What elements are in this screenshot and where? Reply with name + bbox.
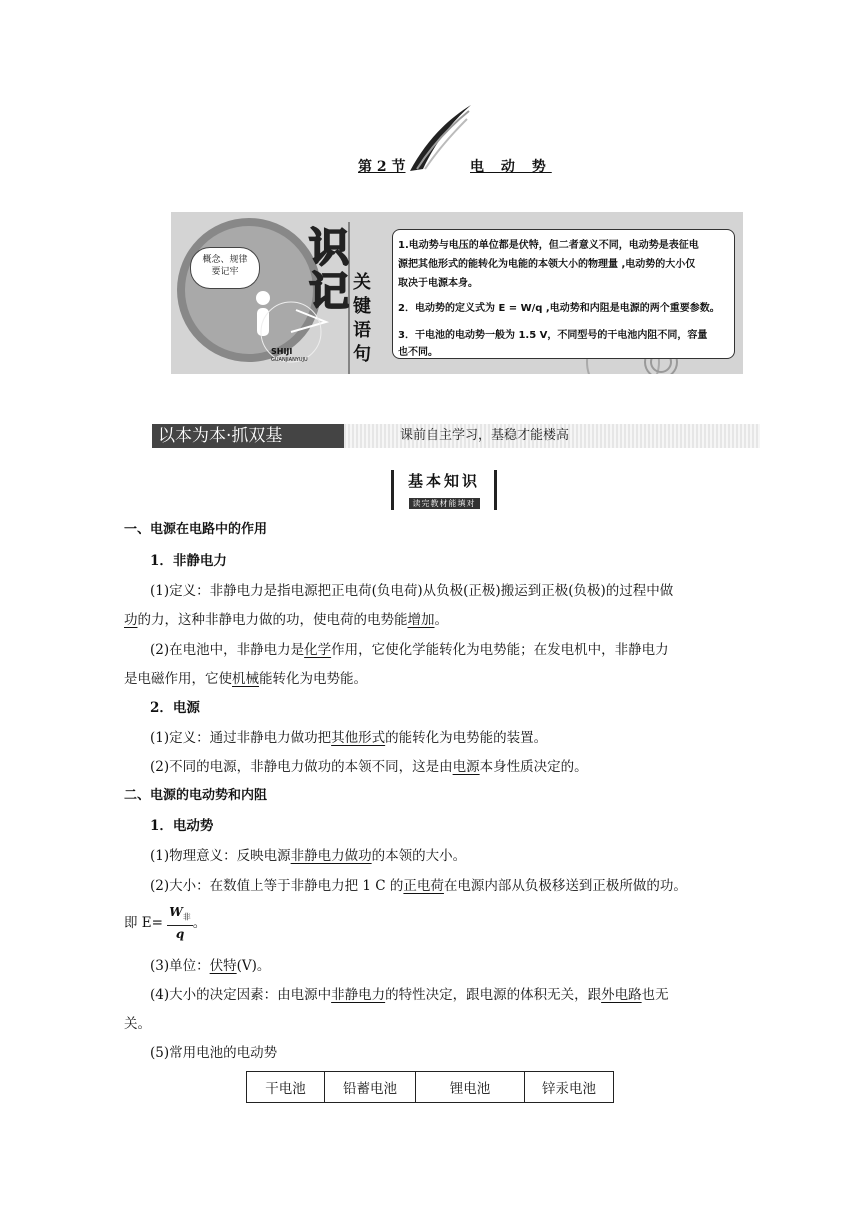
text: 能转化为电势能。 <box>259 671 367 687</box>
decorative-swoosh-icon <box>405 103 475 173</box>
paragraph-9 <box>150 985 669 1005</box>
answer-blank: 化学 <box>304 642 332 658</box>
section-number: 第 2 节 <box>358 159 406 175</box>
text: 的力，这种非静电力做的功，使电荷的电势能 <box>137 612 408 628</box>
formula-prefix: 即 E= <box>124 915 163 932</box>
heading-2-1: 1．电动势 <box>150 818 214 834</box>
paragraph-3 <box>150 728 547 748</box>
heading-1: 一、电源在电路中的作用 <box>124 522 268 537</box>
text: (2)在电池中，非静电力是 <box>150 642 305 658</box>
section-banner-left: 以本为本·抓双基 <box>152 424 344 448</box>
text: (V)。 <box>236 958 271 974</box>
answer-blank: 正电荷 <box>403 878 444 894</box>
table-header-cell: 干电池 <box>247 1072 325 1103</box>
side-char-3: 语 <box>353 320 371 341</box>
text: 的能转化为电势能的装置。 <box>385 730 548 746</box>
answer-blank: 功 <box>124 612 138 628</box>
text: 作用，它使化学能转化为电势能；在发电机中，非静电力 <box>331 642 669 658</box>
text: (3)单位： <box>150 958 210 974</box>
key-point-line: 取决于电源本身。 <box>398 278 478 289</box>
table-header-cell: 铅蓄电池 <box>325 1072 416 1103</box>
paragraph-1b <box>124 610 448 630</box>
formula-line <box>124 904 206 944</box>
text: (4)大小的决定因素：由电源中 <box>150 987 332 1003</box>
paragraph-5 <box>150 846 466 866</box>
text: 本身性质决定的。 <box>479 759 588 775</box>
paragraph-1a <box>150 581 673 601</box>
page-title: 电 动 势 <box>470 159 552 175</box>
brand-line-2: GUANJIANYUJU <box>271 357 308 363</box>
text: 。 <box>434 612 448 628</box>
speech-bubble <box>190 247 260 289</box>
paragraph-4 <box>150 757 588 777</box>
paragraph-2a <box>150 640 669 660</box>
answer-blank: 电源 <box>452 759 480 775</box>
answer-blank: 机械 <box>232 671 259 687</box>
section-banner-right: 课前自主学习，基稳才能楼高 <box>344 424 760 448</box>
text: 的本领的大小。 <box>371 848 467 864</box>
key-point-line: 2．电动势的定义式为 E = W/q ,电动势和内阻是电源的两个重要参数。 <box>398 303 720 314</box>
table-row <box>247 1072 614 1103</box>
fraction <box>167 904 192 942</box>
text: (2)不同的电源，非静电力做功的本领不同，这是由 <box>150 759 453 775</box>
table-header-cell: 锌汞电池 <box>525 1072 614 1103</box>
answer-blank: 其他形式 <box>331 730 386 746</box>
answer-blank: 外电路 <box>601 987 642 1003</box>
big-char-ji: 记 <box>309 269 349 315</box>
text: 的特性决定，跟电源的体积无关，跟 <box>385 987 602 1003</box>
basic-knowledge-title: 基本知识 <box>407 472 480 490</box>
key-point-line: 源把其他形式的能转化为电能的本领大小的物理量 ,电动势的大小仅 <box>398 259 696 270</box>
text: (1)定义：非静电力是指电源把正电荷(负电荷)从负极(正极)搬运到正极(负极)的过程中做 <box>150 583 674 599</box>
basic-knowledge-subtitle: 读完教材能填对 <box>409 498 480 509</box>
key-points-box <box>392 229 735 359</box>
heading-2: 二、电源的电动势和内阻 <box>124 788 268 803</box>
text: (1)定义：通过非静电力做功把 <box>150 730 332 746</box>
basic-knowledge-tag <box>391 470 497 508</box>
heading-1-1: 1．非静电力 <box>150 553 227 569</box>
answer-blank: 非静电力 <box>331 987 386 1003</box>
side-char-4: 句 <box>353 344 371 365</box>
subscript: 非 <box>182 912 191 922</box>
side-char-1: 关 <box>353 272 371 293</box>
paragraph-8 <box>150 956 270 976</box>
key-point-line: 3．干电池的电动势一般为 1.5 V，不同型号的干电池内阻不同，容量 <box>398 330 708 341</box>
paragraph-6 <box>150 876 687 896</box>
answer-blank: 增加 <box>407 612 435 628</box>
text: 。 <box>192 915 207 932</box>
side-char-2: 键 <box>353 296 371 317</box>
denominator: q <box>175 927 185 942</box>
text: 在电源内部从负极移送到正极所做的功。 <box>443 878 687 894</box>
brand-line-1: SHIJI <box>271 347 293 356</box>
paragraph-9b: 关。 <box>124 1016 151 1032</box>
answer-blank: 非静电力做功 <box>290 848 372 864</box>
paragraph-10: (5)常用电池的电动势 <box>150 1045 278 1061</box>
key-point-line: 1.电动势与电压的单位都是伏特，但二者意义不同，电动势是表征电 <box>398 240 699 251</box>
answer-blank: 伏特 <box>209 958 237 974</box>
text: 是电磁作用，它使 <box>124 671 232 687</box>
heading-1-2: 2．电源 <box>150 700 200 716</box>
text: 也无 <box>641 987 669 1003</box>
bubble-text: 概念、规律 要记牢 <box>202 255 248 277</box>
text: (2)大小：在数值上等于非静电力把 1 C 的 <box>150 878 404 894</box>
table-header-cell: 锂电池 <box>416 1072 525 1103</box>
big-char-shi: 识 <box>309 225 349 271</box>
battery-table <box>246 1071 614 1103</box>
text: (1)物理意义：反映电源 <box>150 848 291 864</box>
key-point-line: 也不同。 <box>398 347 438 358</box>
paragraph-2b <box>124 669 367 689</box>
numerator: W <box>169 905 183 919</box>
